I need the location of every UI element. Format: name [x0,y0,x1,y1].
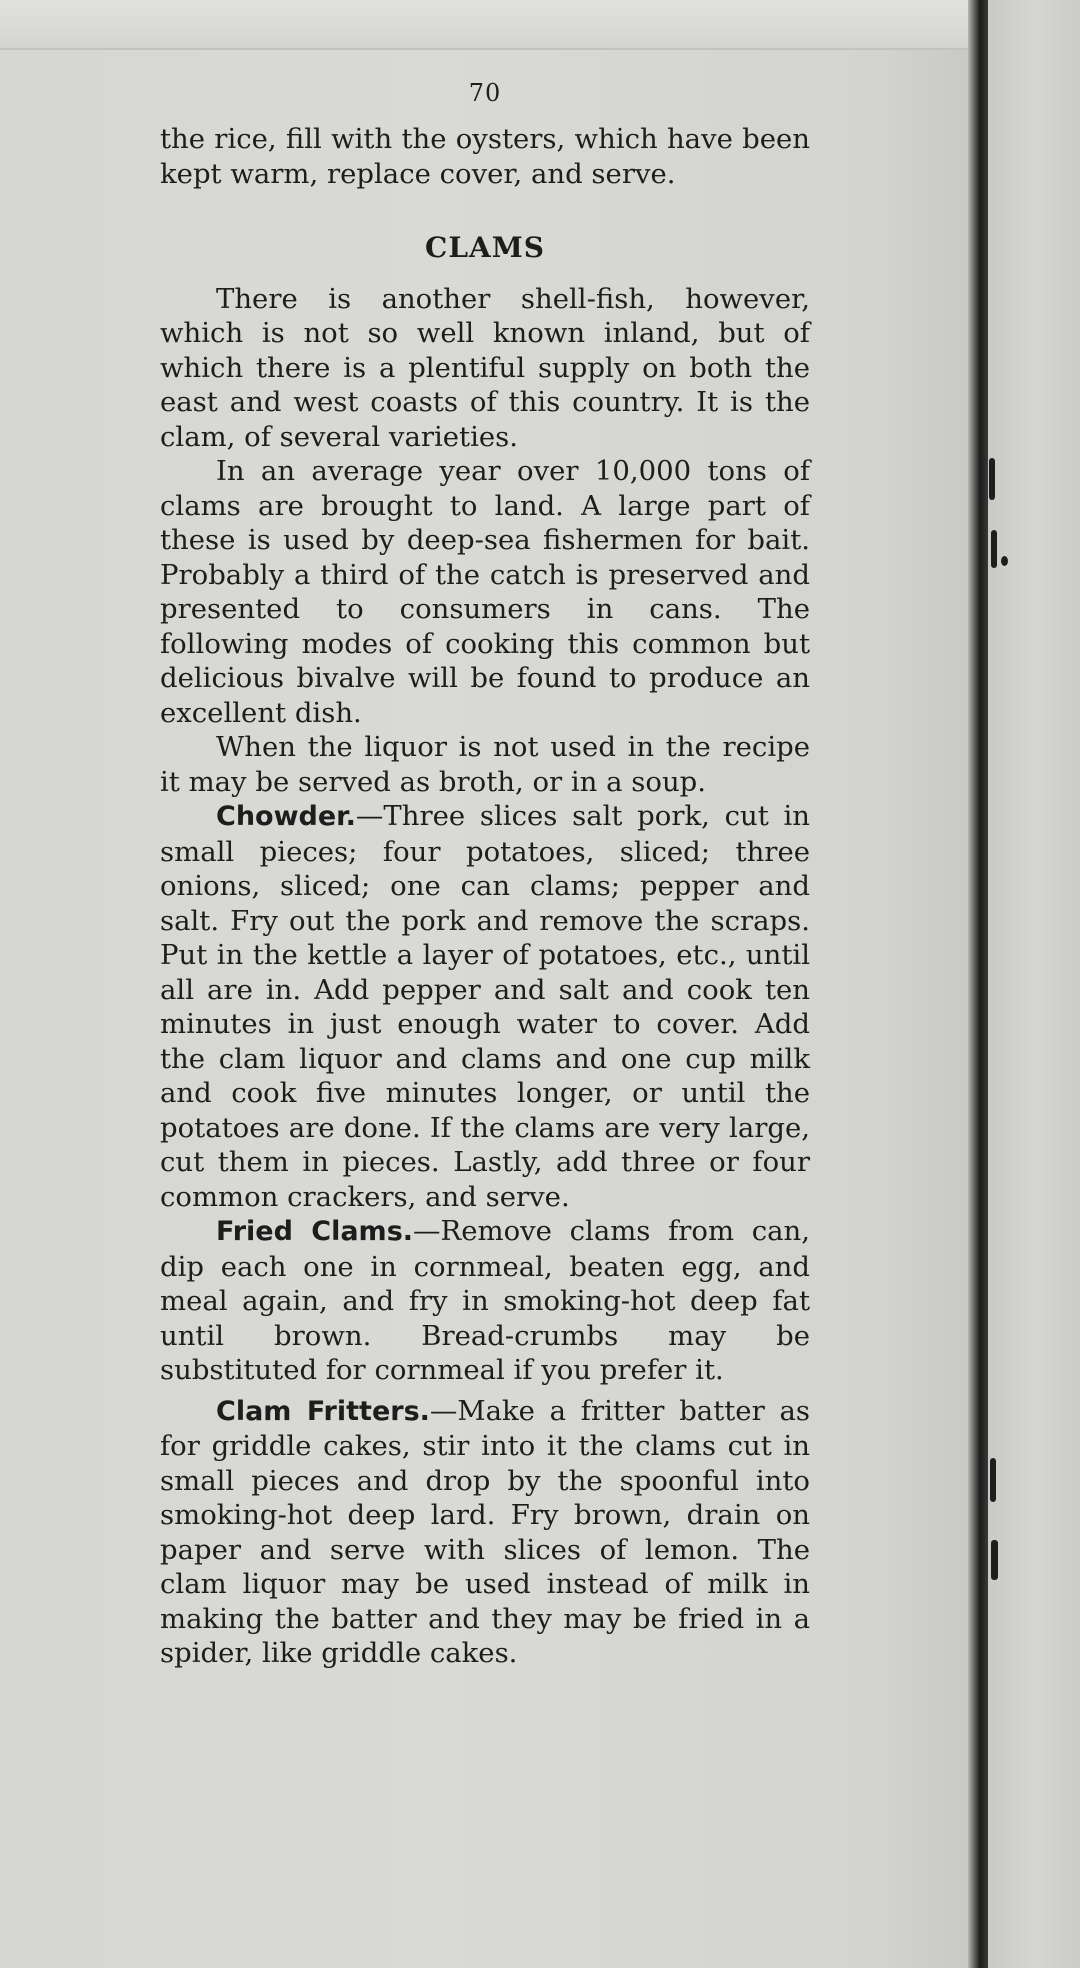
intro-paragraph-1: There is another shell-fish, however, which is not so well known inland, but of which there is a plentiful supply on both the east and west coasts of this country. It is the clam, of several varieties. [160,282,810,453]
recipe-text: —Remove clams from can, dip each one in cornmeal, beaten egg, and meal again, and fry in smoking-hot deep fat until brown. Bread-crumbs may be substituted for cornmeal if you prefer it. [160,1215,811,1386]
intro-paragraph-2: In an average year over 10,000 tons of clams are brought to land. A large part of these is used by deep-sea fishermen for bait. Probably a third of the catch is preserved and presented to consumers in cans. The following modes of cooking this common but delicious bivalve will be found to produce an excellent dish. [160,455,810,729]
recipe-title: Chowder. [216,801,356,832]
page-number: 70 [468,79,502,107]
recipe-fried-clams [160,1214,810,1388]
page-content [160,78,810,1671]
recipe-chowder [160,799,810,1214]
ink-mark [1001,556,1008,566]
book-gutter [968,0,988,1968]
recipe-title: Fried Clams. [216,1216,414,1247]
recipe-clam-fritters [160,1394,810,1671]
recipe-title: Clam Fritters. [216,1395,430,1427]
ink-mark [990,1458,996,1502]
intro-paragraph-3: When the liquor is not used in the recipe it may be served as broth, or in a soup. [160,731,810,798]
recipe-text: —Make a fritter batter as for griddle cakes, stir into it the clams cut in small pieces and drop by the spoonful into smoking-hot deep lard. Fry brown, drain on paper and serve with slices of lemon. The clam liquor may be used instead of milk in making the batter and they may be fried in a spider, like griddle cakes. [160,1394,810,1669]
adjacent-page-edge [988,0,1080,1968]
section-heading: CLAMS [425,231,545,264]
ink-mark [991,1540,998,1580]
recipe-text: —Three slices salt pork, cut in small pieces; four potatoes, sliced; three onions, sliced; one can clams; pepper and salt. Fry out the pork and remove the scraps. Put in the kettle a layer of potatoes, etc., until all are in. Add pepper and salt and cook ten minutes in just enough water to cover. Add the clam liquor and clams and one cup milk and cook five minutes longer, or until the potatoes are done. If the clams are very large, cut them in pieces. Lastly, add three or four common crackers, and serve. [160,800,810,1213]
continued-paragraph: the rice, fill with the oysters, which have been kept warm, replace cover, and serve. [160,123,810,190]
ink-mark [989,458,995,500]
page-top-edge [0,0,975,50]
ink-mark [991,530,997,568]
